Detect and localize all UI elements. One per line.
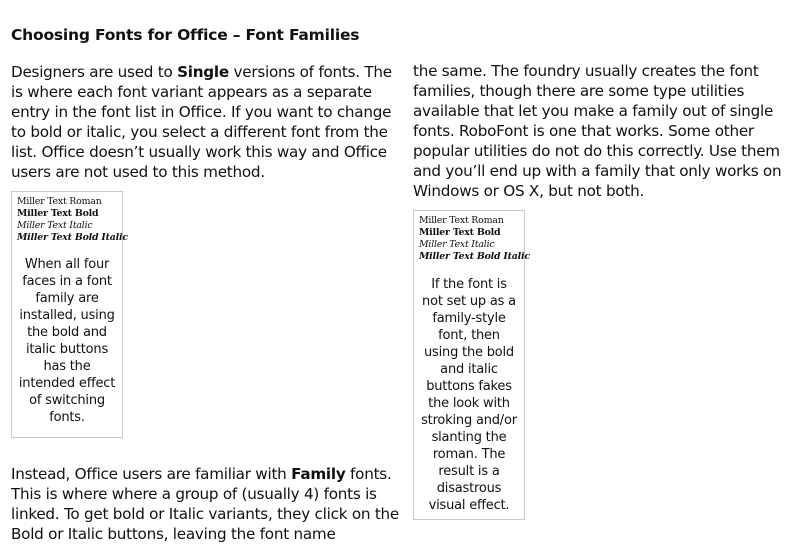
sample-bold: Miller Text Bold [419,227,501,238]
sample-roman: Miller Text Roman [17,196,102,207]
font-samples [414,211,530,263]
paragraph-foundry: the same. The foundry usually creates the font families, though there are some type utilities available that let you make a family out of single fonts. RoboFont is one that works. Some other popular utilities do not do this correctly. Use them and you’ll end up with a family that only works on Windows or OS X, but not both. [413,62,782,200]
sample-bold-italic: Miller Text Bold Italic [17,232,128,243]
paragraph-text: versions of fonts. The is where each font variant appears as a separate entry in the font list in Office. If you want to change to bold or italic, you select a different font from the list. Office doesn’t usually work this way and Office users are not used to this method. [11,63,392,181]
font-samples [12,192,128,244]
figure-caption: If the font is not set up as a family-style font, then using the bold and italic buttons fakes the look with stroking and/or slanting the roman. The result is a disastrous visual effect. [421,277,517,513]
paragraph-family-fonts [11,464,401,544]
sample-italic: Miller Text Italic [419,239,495,250]
sample-bold: Miller Text Bold [17,208,99,219]
figure-family-installed [11,191,128,438]
paragraph-text: Designers are used to [11,63,178,81]
paragraph-single-fonts [11,62,401,182]
paragraph-text: Instead, Office users are familiar with [11,465,292,483]
figure-caption: When all four faces in a font family are installed, using the bold and italic buttons has the intended effect of switching fonts. [18,257,116,425]
emphasis-family: Family [291,465,346,483]
sample-italic: Miller Text Italic [17,220,93,231]
page-title: Choosing Fonts for Office – Font Families [11,26,360,44]
sample-bold-italic: Miller Text Bold Italic [419,251,530,262]
paragraph-text: fonts. This is where where a group of (usually 4) fonts is linked. To get bold or Italic variants, they click on the Bold or Italic buttons, leaving the font name [11,465,400,543]
emphasis-single: Single [177,63,229,81]
sample-roman: Miller Text Roman [419,215,504,226]
figure-not-family [413,210,530,520]
